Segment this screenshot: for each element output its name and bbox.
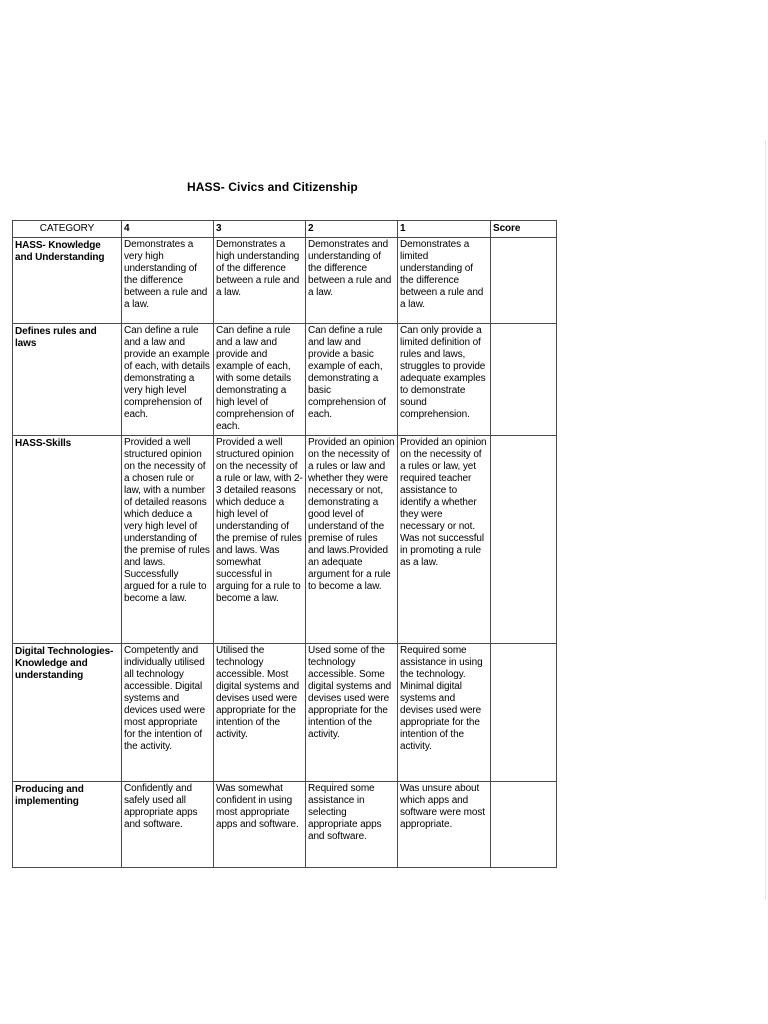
table-cell: Utilised the technology accessible. Most digital systems and devises used were appropriate for the intention of the activity.: [214, 644, 306, 782]
score-cell: [491, 436, 557, 644]
table-cell: Demonstrates a very high understanding of the difference between a rule and a law.: [122, 238, 214, 324]
table-cell: Provided an opinion on the necessity of a rules or law, yet required teacher assistance to identify a whether they were necessary or not. Was not successful in promoting a rule as a law.: [398, 436, 491, 644]
table-row: [13, 644, 557, 782]
table-cell: Demonstrates and understanding of the difference between a rule and a law.: [306, 238, 398, 324]
header-level-1: 1: [398, 221, 491, 238]
table-row: [13, 782, 557, 868]
table-cell: Used some of the technology accessible. Some digital systems and devises used were appropriate for the intention of the activity.: [306, 644, 398, 782]
header-level-2: 2: [306, 221, 398, 238]
row-category: HASS- Knowledge and Understanding: [13, 238, 122, 324]
score-cell: [491, 644, 557, 782]
header-level-4: 4: [122, 221, 214, 238]
row-category: HASS-Skills: [13, 436, 122, 644]
table-cell: Provided a well structured opinion on the necessity of a rule or law, with 2-3 detailed reasons which deduce a high level of understanding of the premise of rules and laws. Was somewhat successful in arguing for a rule to become a law.: [214, 436, 306, 644]
table-cell: Provided an opinion on the necessity of a rules or law and whether they were necessary or not, demonstrating a good level of understand of the premise of rules and laws.Provided an adequate argument for a rule to become a law.: [306, 436, 398, 644]
header-score: Score: [491, 221, 557, 238]
table-header-row: [13, 221, 557, 238]
page-edge-divider: [765, 140, 766, 900]
row-category: Digital Technologies- Knowledge and understanding: [13, 644, 122, 782]
rubric-table: [12, 220, 557, 868]
table-cell: Can only provide a limited definition of rules and laws, struggles to provide adequate examples to demonstrate sound comprehension.: [398, 324, 491, 436]
table-cell: Can define a rule and a law and provide and example of each, with some details demonstrating a high level of comprehension of each.: [214, 324, 306, 436]
table-cell: Provided a well structured opinion on the necessity of a chosen rule or law, with a number of detailed reasons which deduce a very high level of understanding of the premise of rules and laws. Successfully argued for a rule to become a law.: [122, 436, 214, 644]
document-title: HASS- Civics and Citizenship: [187, 180, 358, 194]
table-cell: Was somewhat confident in using most appropriate apps and software.: [214, 782, 306, 868]
score-cell: [491, 782, 557, 868]
table-cell: Demonstrates a limited understanding of the difference between a rule and a law.: [398, 238, 491, 324]
row-category: Defines rules and laws: [13, 324, 122, 436]
table-cell: Required some assistance in using the technology. Minimal digital systems and devises used were appropriate for the intention of the activity.: [398, 644, 491, 782]
table-cell: Required some assistance in selecting appropriate apps and software.: [306, 782, 398, 868]
table-cell: Was unsure about which apps and software were most appropriate.: [398, 782, 491, 868]
table-row: [13, 324, 557, 436]
table-cell: Demonstrates a high understanding of the difference between a rule and a law.: [214, 238, 306, 324]
score-cell: [491, 238, 557, 324]
table-cell: Confidently and safely used all appropriate apps and software.: [122, 782, 214, 868]
table-cell: Competently and individually utilised all technology accessible. Digital systems and devices used were most appropriate for the intention of the activity.: [122, 644, 214, 782]
table-row: [13, 436, 557, 644]
header-category: CATEGORY: [13, 221, 122, 238]
table-row: [13, 238, 557, 324]
row-category: Producing and implementing: [13, 782, 122, 868]
header-level-3: 3: [214, 221, 306, 238]
table-cell: Can define a rule and a law and provide an example of each, with details demonstrating a very high level comprehension of each.: [122, 324, 214, 436]
table-cell: Can define a rule and law and provide a basic example of each, demonstrating a basic comprehension of each.: [306, 324, 398, 436]
score-cell: [491, 324, 557, 436]
